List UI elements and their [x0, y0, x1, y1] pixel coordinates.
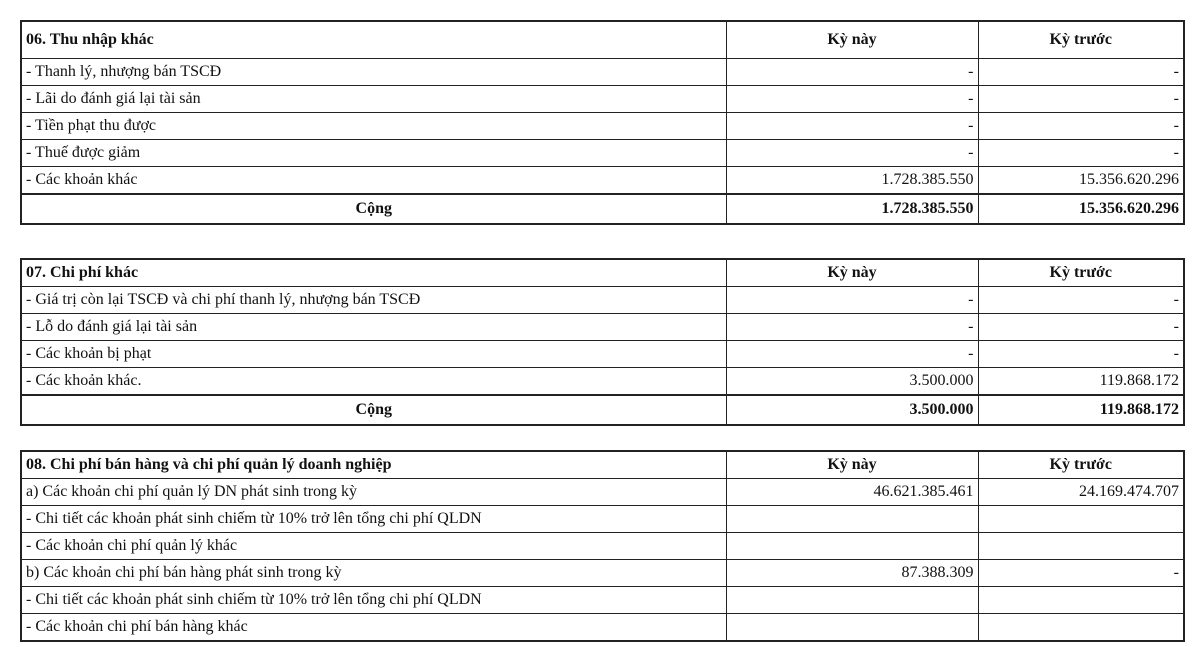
- value-previous: -: [978, 341, 1184, 368]
- table-row: [21, 140, 1184, 167]
- value-previous: [978, 533, 1184, 560]
- value-current: -: [726, 59, 978, 86]
- total-row: [21, 194, 1184, 224]
- value-previous: -: [978, 560, 1184, 587]
- value-current: 87.388.309: [726, 560, 978, 587]
- value-previous: -: [978, 86, 1184, 113]
- total-previous: 15.356.620.296: [978, 194, 1184, 224]
- table-row: [21, 533, 1184, 560]
- column-header-previous: Kỳ trước: [978, 451, 1184, 479]
- row-label: - Các khoản chi phí bán hàng khác: [21, 614, 726, 642]
- value-previous: 119.868.172: [978, 368, 1184, 396]
- total-current: 1.728.385.550: [726, 194, 978, 224]
- total-label: Cộng: [21, 395, 726, 425]
- row-label: - Thanh lý, nhượng bán TSCĐ: [21, 59, 726, 86]
- row-label: - Lỗ do đánh giá lại tài sản: [21, 314, 726, 341]
- value-current: 3.500.000: [726, 368, 978, 396]
- row-label: - Tiền phạt thu được: [21, 113, 726, 140]
- table-row: [21, 167, 1184, 195]
- row-label: b) Các khoản chi phí bán hàng phát sinh trong kỳ: [21, 560, 726, 587]
- value-previous: [978, 506, 1184, 533]
- row-label: - Thuế được giảm: [21, 140, 726, 167]
- value-current: [726, 506, 978, 533]
- column-header-current: Kỳ này: [726, 21, 978, 59]
- table-row: [21, 479, 1184, 506]
- table-header-row: [21, 451, 1184, 479]
- value-previous: [978, 587, 1184, 614]
- table-selling-admin-expenses: [20, 450, 1185, 642]
- value-current: -: [726, 341, 978, 368]
- column-header-current: Kỳ này: [726, 259, 978, 287]
- value-current: -: [726, 140, 978, 167]
- table-header-row: [21, 259, 1184, 287]
- table-row: [21, 287, 1184, 314]
- table-header-row: [21, 21, 1184, 59]
- column-header-previous: Kỳ trước: [978, 21, 1184, 59]
- value-current: -: [726, 86, 978, 113]
- table-row: [21, 506, 1184, 533]
- value-current: -: [726, 314, 978, 341]
- row-label: - Các khoản khác: [21, 167, 726, 195]
- row-label: - Các khoản bị phạt: [21, 341, 726, 368]
- value-previous: -: [978, 59, 1184, 86]
- total-label: Cộng: [21, 194, 726, 224]
- value-previous: 15.356.620.296: [978, 167, 1184, 195]
- value-current: [726, 533, 978, 560]
- row-label: a) Các khoản chi phí quản lý DN phát sinh trong kỳ: [21, 479, 726, 506]
- value-current: -: [726, 287, 978, 314]
- value-previous: -: [978, 140, 1184, 167]
- table-row: [21, 59, 1184, 86]
- value-previous: [978, 614, 1184, 642]
- value-previous: -: [978, 113, 1184, 140]
- value-previous: 24.169.474.707: [978, 479, 1184, 506]
- value-previous: -: [978, 314, 1184, 341]
- row-label: - Các khoản chi phí quản lý khác: [21, 533, 726, 560]
- total-current: 3.500.000: [726, 395, 978, 425]
- table-row: [21, 368, 1184, 396]
- table-row: [21, 587, 1184, 614]
- value-previous: -: [978, 287, 1184, 314]
- value-current: [726, 614, 978, 642]
- column-header-current: Kỳ này: [726, 451, 978, 479]
- value-current: 46.621.385.461: [726, 479, 978, 506]
- row-label: - Chi tiết các khoản phát sinh chiếm từ 10% trở lên tổng chi phí QLDN: [21, 506, 726, 533]
- total-previous: 119.868.172: [978, 395, 1184, 425]
- row-label: - Chi tiết các khoản phát sinh chiếm từ 10% trở lên tổng chi phí QLDN: [21, 587, 726, 614]
- table-row: [21, 560, 1184, 587]
- table-row: [21, 314, 1184, 341]
- row-label: - Giá trị còn lại TSCĐ và chi phí thanh lý, nhượng bán TSCĐ: [21, 287, 726, 314]
- table-row: [21, 113, 1184, 140]
- total-row: [21, 395, 1184, 425]
- column-header-previous: Kỳ trước: [978, 259, 1184, 287]
- value-current: 1.728.385.550: [726, 167, 978, 195]
- table-other-expenses: [20, 258, 1185, 426]
- table-row: [21, 614, 1184, 642]
- table-row: [21, 86, 1184, 113]
- section-title: 08. Chi phí bán hàng và chi phí quản lý doanh nghiệp: [21, 451, 726, 479]
- row-label: - Các khoản khác.: [21, 368, 726, 396]
- row-label: - Lãi do đánh giá lại tài sản: [21, 86, 726, 113]
- value-current: [726, 587, 978, 614]
- section-title: 06. Thu nhập khác: [21, 21, 726, 59]
- section-title: 07. Chi phí khác: [21, 259, 726, 287]
- value-current: -: [726, 113, 978, 140]
- table-other-income: [20, 20, 1185, 225]
- table-row: [21, 341, 1184, 368]
